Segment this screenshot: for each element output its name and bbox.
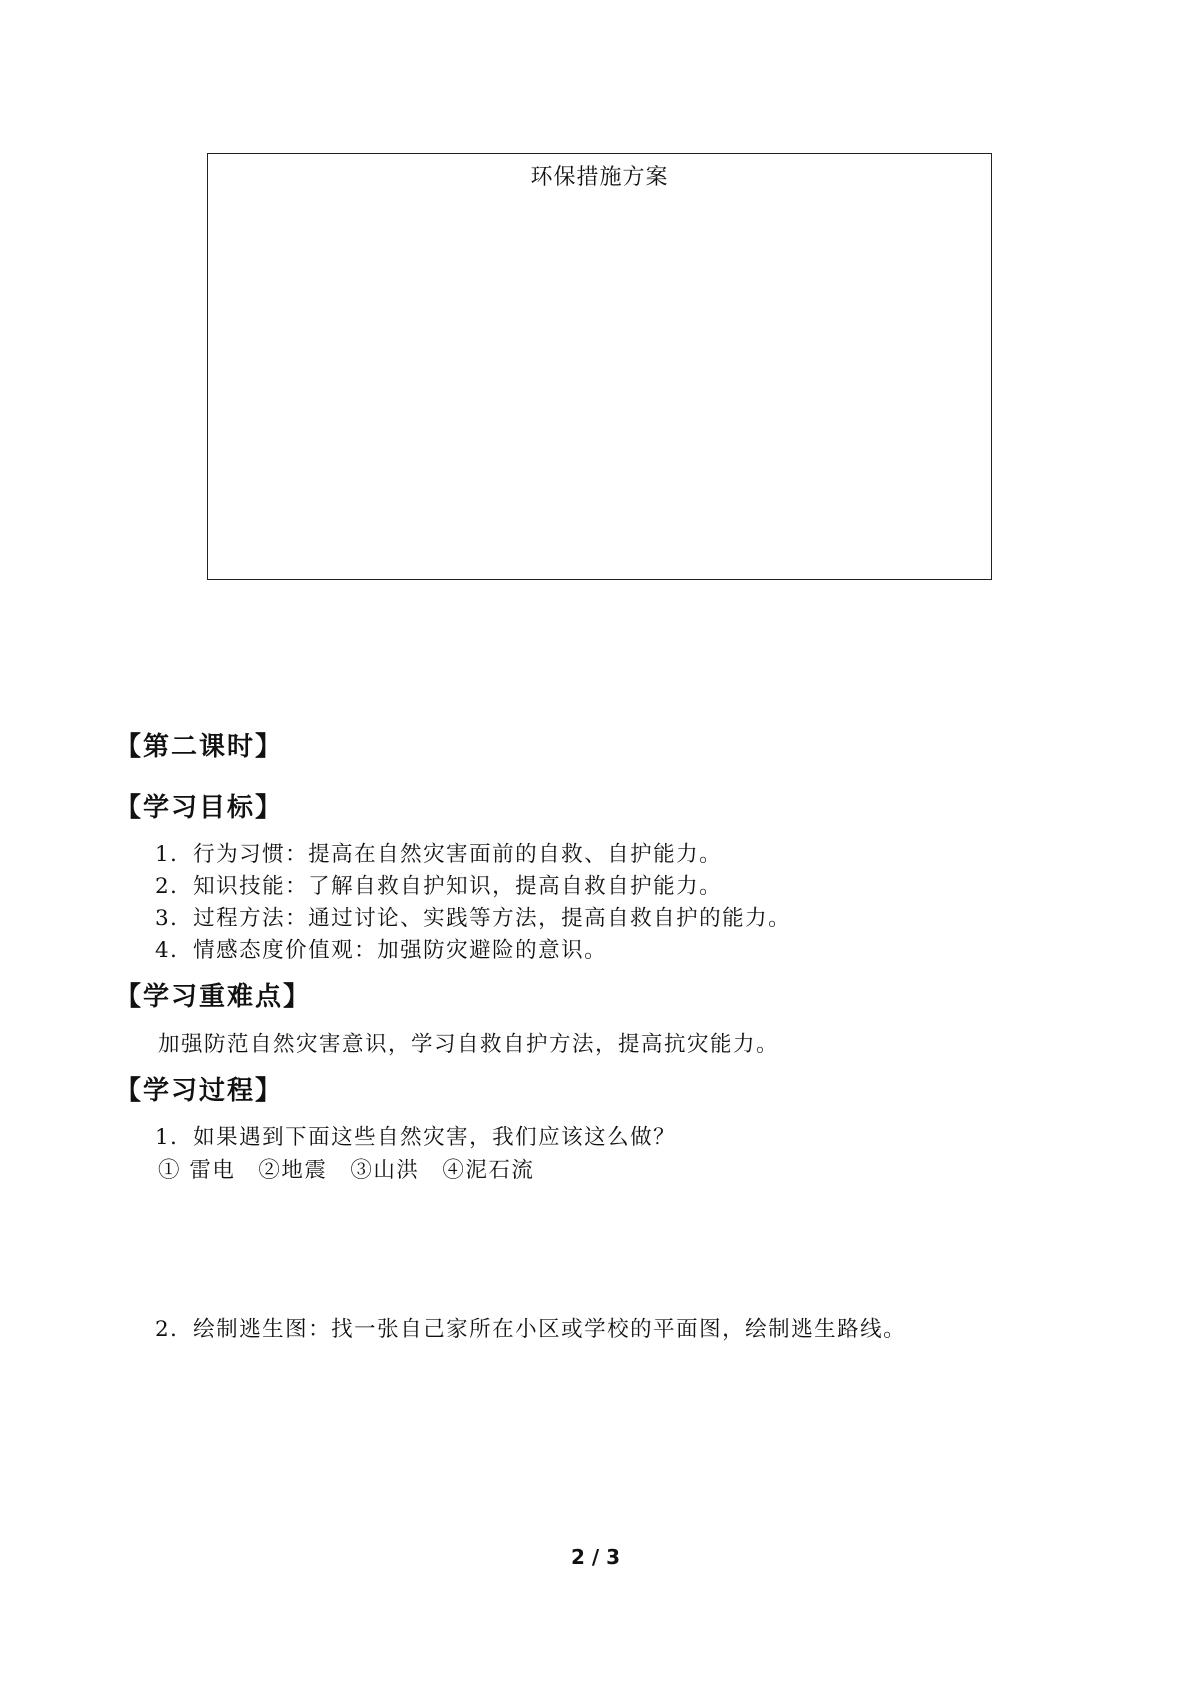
- page-number: 2 / 3: [570, 1545, 621, 1569]
- goal-item-3: 3．过程方法：通过讨论、实践等方法，提高自救自护的能力。: [155, 906, 792, 931]
- process-question-2: 2．绘制逃生图：找一张自己家所在小区或学校的平面图，绘制逃生路线。: [155, 1317, 907, 1342]
- goal-item-1: 1．行为习惯：提高在自然灾害面前的自救、自护能力。: [155, 842, 723, 867]
- section-key-heading: 【学习重难点】: [115, 982, 312, 1012]
- section-process-heading: 【学习过程】: [115, 1076, 284, 1106]
- goal-item-4: 4．情感态度价值观：加强防灾避险的意识。: [155, 938, 608, 963]
- section-lesson-heading: 【第二课时】: [115, 732, 284, 762]
- box-title: 环保措施方案: [530, 165, 669, 190]
- section-goals-heading: 【学习目标】: [115, 793, 284, 823]
- key-points-text: 加强防范自然灾害意识，学习自救自护方法，提高抗灾能力。: [158, 1032, 780, 1057]
- process-question-1-options: ① 雷电 ②地震 ③山洪 ④泥石流: [158, 1158, 535, 1183]
- process-question-1: 1．如果遇到下面这些自然灾害，我们应该这么做？: [155, 1125, 677, 1150]
- goal-item-2: 2．知识技能：了解自救自护知识，提高自救自护能力。: [155, 874, 723, 899]
- answer-box: [207, 153, 992, 580]
